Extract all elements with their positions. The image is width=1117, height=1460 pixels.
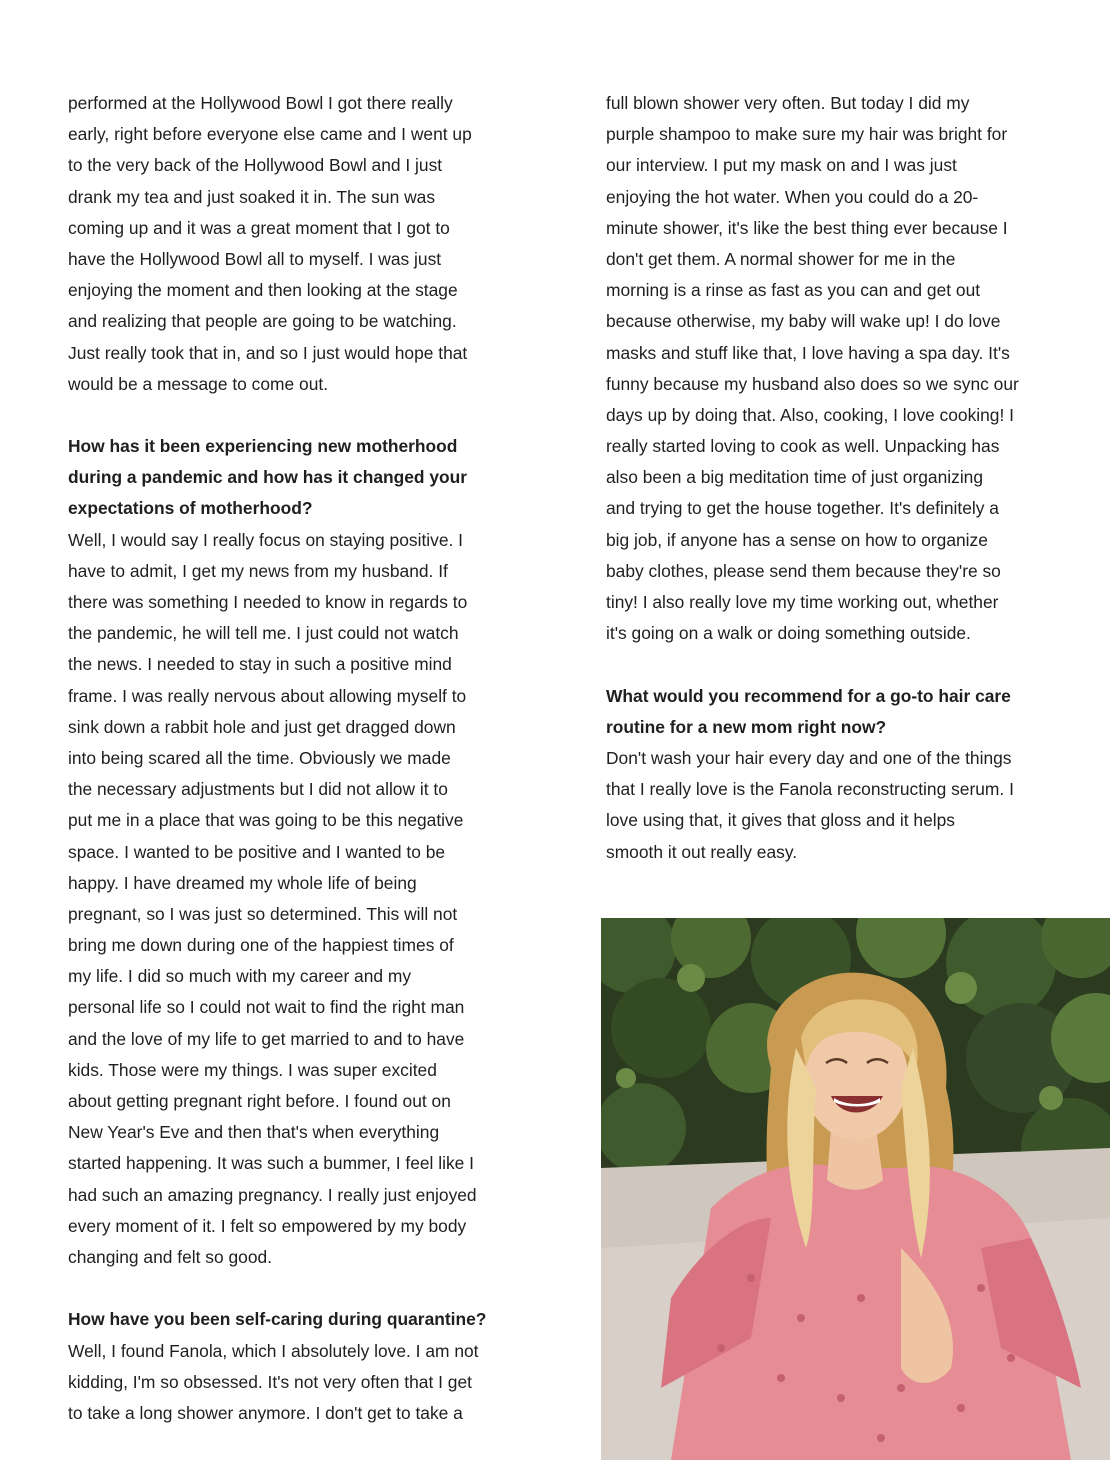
text-line: and trying to get the house together. It's definitely a [606, 498, 999, 519]
text-line: New Year's Eve and then that's when everything [68, 1122, 440, 1143]
question-line: How has it been experiencing new motherhood [68, 436, 458, 457]
question-heading [68, 1304, 538, 1335]
text-line: love using that, it gives that gloss and it helps [606, 810, 955, 831]
text-line: really started loving to cook as well. Unpacking has [606, 436, 1000, 457]
question-line: expectations of motherhood? [68, 498, 313, 519]
text-line: Just really took that in, and so I just would hope that [68, 342, 468, 363]
text-line: kids. Those were my things. I was super excited [68, 1059, 437, 1080]
text-line: drank my tea and just soaked it in. The sun was [68, 186, 436, 207]
question-line: What would you recommend for a go-to hair care [606, 685, 1011, 706]
text-line: also been a big meditation time of just organizing [606, 467, 984, 488]
question-heading [68, 431, 538, 525]
paragraph-continued [606, 88, 1076, 649]
text-line: to take a long shower anymore. I don't get to take a [68, 1402, 463, 1423]
text-line: minute shower, it's like the best thing ever because I [606, 217, 1008, 238]
paragraph-gap [68, 400, 538, 431]
text-line: personal life so I could not wait to find the right man [68, 997, 465, 1018]
question-line: How have you been self-caring during quarantine? [68, 1309, 487, 1330]
paragraph-gap [68, 1273, 538, 1304]
answer-paragraph [68, 1336, 538, 1430]
text-line: pregnant, so I was just so determined. This will not [68, 903, 458, 924]
text-line: had such an amazing pregnancy. I really just enjoyed [68, 1184, 477, 1205]
paragraph-1 [68, 88, 538, 400]
text-line: frame. I was really nervous about allowing myself to [68, 685, 467, 706]
text-line: changing and felt so good. [68, 1246, 273, 1267]
portrait-illustration [601, 918, 1110, 1460]
text-line: it's going on a walk or doing something outside. [606, 623, 971, 644]
text-line: because otherwise, my baby will wake up! I do love [606, 311, 1001, 332]
text-line: full blown shower very often. But today I did my [606, 93, 970, 113]
text-line: Well, I found Fanola, which I absolutely love. I am not [68, 1340, 479, 1361]
text-line: to the very back of the Hollywood Bowl and I just [68, 155, 443, 176]
text-line: and realizing that people are going to be watching. [68, 311, 457, 332]
text-line: don't get them. A normal shower for me in the [606, 248, 956, 269]
text-line: Well, I would say I really focus on staying positive. I [68, 529, 464, 550]
text-line: into being scared all the time. Obviously we made [68, 747, 451, 768]
paragraph-gap [606, 649, 1076, 680]
text-line: kidding, I'm so obsessed. It's not very often that I get [68, 1371, 472, 1392]
question-heading [606, 681, 1076, 743]
text-line: about getting pregnant right before. I found out on [68, 1091, 451, 1111]
text-line: Don't wash your hair every day and one of the things [606, 747, 1012, 768]
text-line: the news. I needed to stay in such a positive mind [68, 654, 452, 675]
text-line: early, right before everyone else came and I went up [68, 124, 472, 145]
answer-paragraph [68, 525, 538, 1274]
text-line: masks and stuff like that, I love having a spa day. It's [606, 342, 1010, 363]
text-line: my life. I did so much with my career and my [68, 966, 412, 987]
left-column [68, 88, 538, 1429]
text-line: have to admit, I get my news from my husband. If [68, 560, 448, 581]
text-line: enjoying the moment and then looking at the stage [68, 280, 458, 301]
text-line: have the Hollywood Bowl all to myself. I was just [68, 248, 442, 269]
answer-paragraph [606, 743, 1076, 868]
text-line: sink down a rabbit hole and just get dragged down [68, 716, 456, 737]
text-line: and the love of my life to get married to and to have [68, 1028, 465, 1049]
text-line: days up by doing that. Also, cooking, I love cooking! I [606, 404, 1014, 425]
text-line: morning is a rinse as fast as you can and get out [606, 280, 981, 301]
right-column [606, 88, 1076, 868]
text-line: that I really love is the Fanola reconstructing serum. I [606, 779, 1014, 800]
text-line: performed at the Hollywood Bowl I got there really [68, 93, 453, 113]
text-line: bring me down during one of the happiest times of [68, 935, 454, 956]
text-line: started happening. It was such a bummer, I feel like I [68, 1153, 474, 1174]
text-line: would be a message to come out. [68, 373, 329, 394]
text-line: coming up and it was a great moment that I got to [68, 217, 450, 238]
question-line: routine for a new mom right now? [606, 716, 887, 737]
text-line: enjoying the hot water. When you could do a 20- [606, 186, 979, 207]
text-line: happy. I have dreamed my whole life of being [68, 872, 417, 893]
text-line: purple shampoo to make sure my hair was bright for [606, 124, 1008, 145]
text-line: every moment of it. I felt so empowered by my body [68, 1215, 467, 1236]
text-line: big job, if anyone has a sense on how to organize [606, 529, 988, 550]
text-line: baby clothes, please send them because they're so [606, 560, 1001, 581]
text-line: there was something I needed to know in regards to [68, 592, 468, 612]
text-line: tiny! I also really love my time working out, whether [606, 592, 999, 612]
text-line: the pandemic, he will tell me. I just could not watch [68, 623, 459, 644]
text-line: our interview. I put my mask on and I was just [606, 155, 957, 176]
text-line: funny because my husband also does so we sync our [606, 373, 1019, 394]
portrait-photo [601, 918, 1110, 1460]
text-line: smooth it out really easy. [606, 841, 798, 862]
text-line: the necessary adjustments but I did not allow it to [68, 779, 448, 800]
text-line: space. I wanted to be positive and I wanted to be [68, 841, 446, 862]
question-line: during a pandemic and how has it changed your [68, 467, 468, 488]
text-line: put me in a place that was going to be this negative [68, 810, 464, 831]
